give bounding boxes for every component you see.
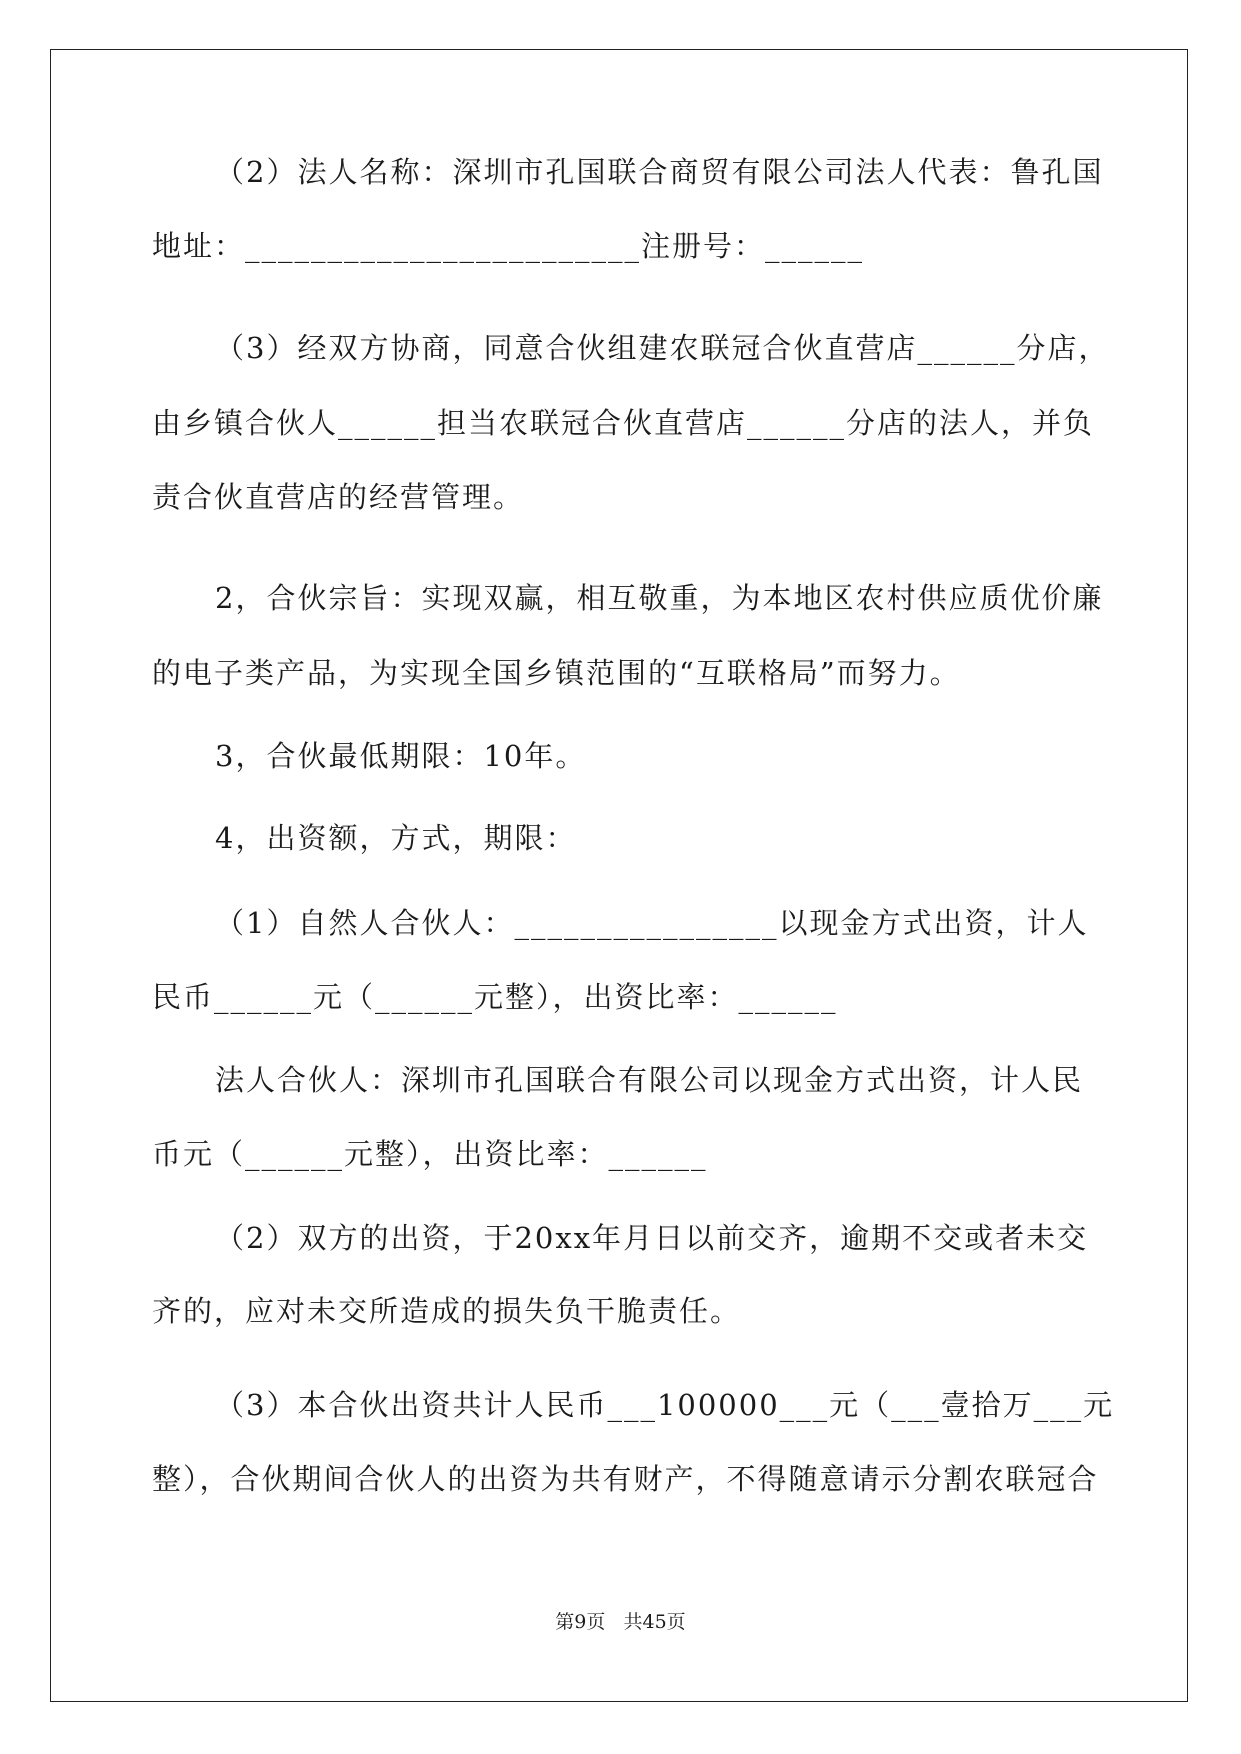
page-number-footer: 第9页 共45页 bbox=[555, 1611, 686, 1633]
text-line: 由乡镇合伙人______担当农联冠合伙直营店______分店的法人，并负 bbox=[152, 406, 1095, 440]
text-line: 的电子类产品，为实现全国乡镇范围的“互联格局”而努力。 bbox=[152, 656, 961, 690]
text-line: 法人合伙人：深圳市孔国联合有限公司以现金方式出资，计人民 bbox=[215, 1063, 1084, 1097]
text-line: 整），合伙期间合伙人的出资为共有财产，不得随意请示分割农联冠合 bbox=[152, 1462, 1099, 1496]
text-line: 齐的，应对未交所造成的损失负干脆责任。 bbox=[152, 1294, 742, 1328]
page-border bbox=[50, 49, 1188, 1702]
text-line: 3，合伙最低期限：10年。 bbox=[215, 739, 587, 773]
text-line: （2）法人名称：深圳市孔国联合商贸有限公司法人代表：鲁孔国 bbox=[215, 155, 1104, 189]
text-line: 2，合伙宗旨：实现双赢，相互敬重，为本地区农村供应质优价廉 bbox=[215, 581, 1104, 615]
text-line: 币元（______元整），出资比率：______ bbox=[152, 1137, 708, 1171]
text-line: 地址：________________________注册号：______ bbox=[152, 229, 865, 263]
text-line: （3）本合伙出资共计人民币___100000___元（___壹拾万___元 bbox=[215, 1388, 1115, 1422]
text-line: （2）双方的出资，于20xx年月日以前交齐，逾期不交或者未交 bbox=[215, 1221, 1089, 1255]
text-line: （1）自然人合伙人：________________以现金方式出资，计人 bbox=[215, 906, 1089, 940]
text-line: （3）经双方协商，同意合伙组建农联冠合伙直营店______分店， bbox=[215, 331, 1110, 365]
text-line: 责合伙直营店的经营管理。 bbox=[152, 480, 525, 514]
text-line: 民币______元（______元整），出资比率：______ bbox=[152, 980, 838, 1014]
text-line: 4，出资额，方式，期限： bbox=[215, 821, 577, 855]
